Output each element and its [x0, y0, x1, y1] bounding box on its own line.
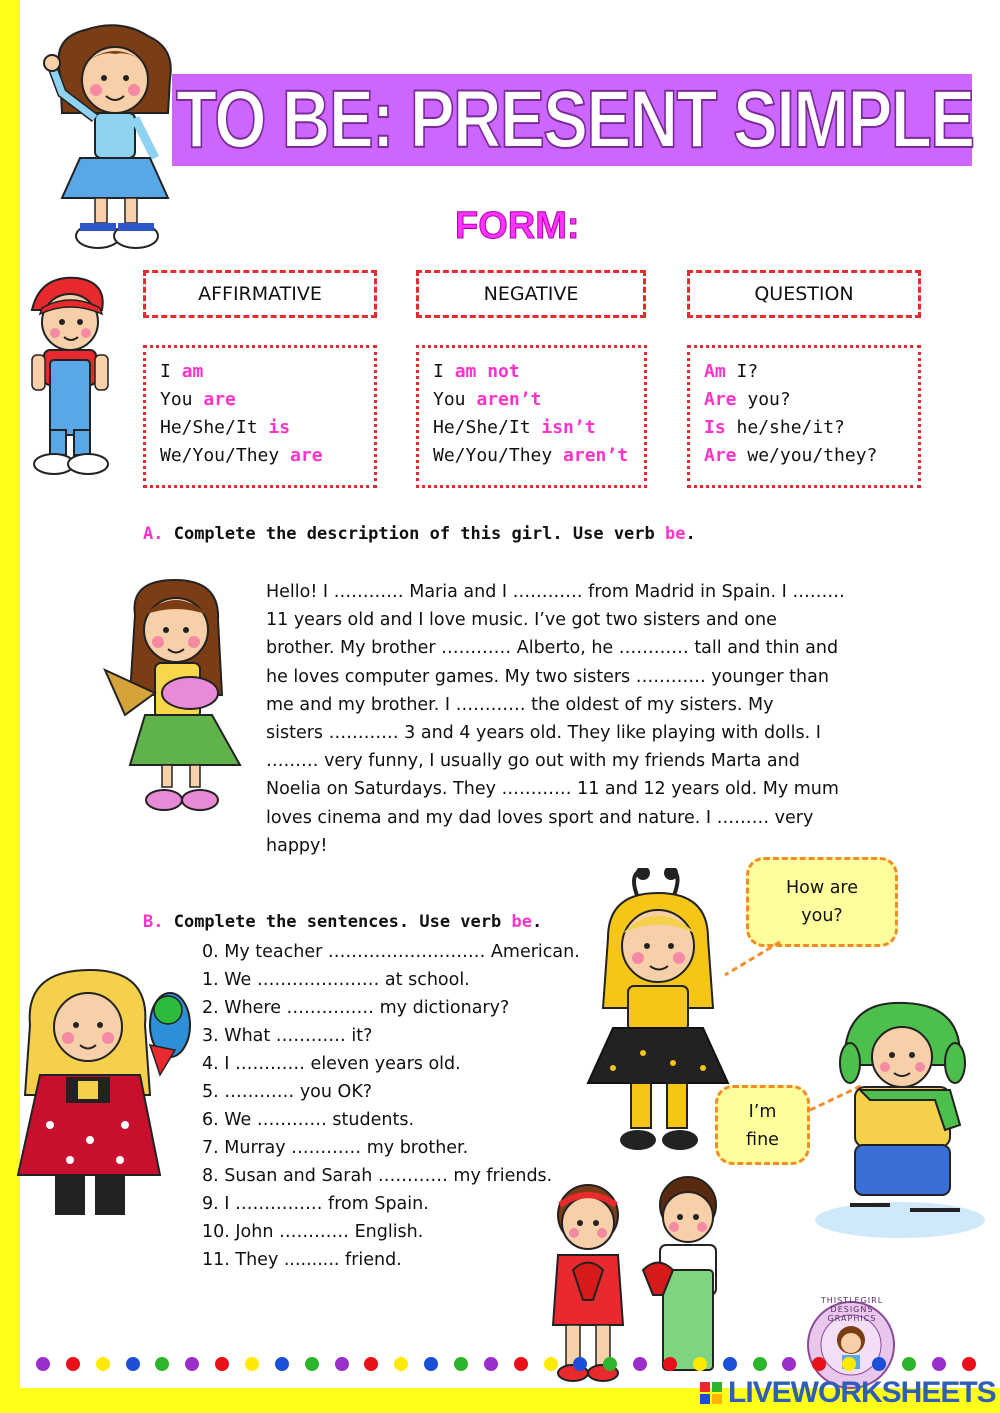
color-dot	[126, 1357, 140, 1371]
bubble-line: you?	[801, 906, 843, 926]
paragraph-line: 11 years old and I love music. I’ve got two sisters and one	[266, 610, 777, 631]
paragraph-line: loves cinema and my dad loves sport and nature. I ……… very	[266, 807, 814, 828]
conj-row: We/You/They aren’t	[433, 445, 629, 466]
section-b-instruction: B. Complete the sentences. Use verb be.	[143, 912, 543, 932]
description-paragraph	[266, 578, 866, 860]
list-item: 0. My teacher ……………………… American.	[202, 942, 580, 962]
color-dot	[663, 1357, 677, 1371]
bubble-line: I’m	[748, 1102, 777, 1122]
color-dot	[364, 1357, 378, 1371]
color-dot	[36, 1357, 50, 1371]
color-dot	[842, 1357, 856, 1371]
conj-row: Are we/you/they?	[704, 445, 878, 466]
question-box	[687, 345, 921, 488]
negative-heading-box	[416, 270, 646, 318]
liveworksheets-logo[interactable]: LIVEWORKSHEETS	[728, 1376, 996, 1409]
conj-row: Is he/she/it?	[704, 417, 845, 438]
winter-skater-boy-icon	[810, 995, 990, 1240]
color-dot	[544, 1357, 558, 1371]
bubble-tail-icon	[720, 940, 790, 980]
liveworksheets-logo-icon	[700, 1382, 722, 1404]
color-dot	[932, 1357, 946, 1371]
affirmative-heading-box	[143, 270, 377, 318]
list-item: 4. I ………… eleven years old.	[202, 1054, 461, 1074]
color-dot	[782, 1357, 796, 1371]
page-title: TO BE: PRESENT SIMPLE	[176, 74, 974, 165]
color-dot	[573, 1357, 587, 1371]
color-dot	[454, 1357, 468, 1371]
girl-parrot-icon	[10, 965, 200, 1235]
waving-girl-icon	[40, 18, 190, 253]
dot-divider	[36, 1356, 976, 1372]
bubble-line: How are	[785, 878, 859, 898]
color-dot	[96, 1357, 110, 1371]
list-item: 8. Susan and Sarah ………… my friends.	[202, 1166, 553, 1186]
color-dot	[185, 1357, 199, 1371]
color-dot	[812, 1357, 826, 1371]
bubble-line: fine	[746, 1130, 779, 1150]
color-dot	[245, 1357, 259, 1371]
color-dot	[753, 1357, 767, 1371]
paragraph-line: he loves computer games. My two sisters ………… younger than	[266, 666, 829, 687]
question-heading: QUESTION	[754, 283, 854, 305]
affirmative-box	[143, 345, 377, 488]
list-item: 10. John ………… English.	[202, 1222, 424, 1242]
paragraph-line: Hello! I ………… Maria and I ………… from Madrid in Spain. I ………	[266, 582, 845, 602]
speech-bubble-answer	[715, 1085, 810, 1165]
conj-row: I am not	[433, 361, 520, 382]
sentences-list	[202, 938, 580, 1274]
conj-row: You aren’t	[433, 389, 542, 410]
color-dot	[155, 1357, 169, 1371]
color-dot	[484, 1357, 498, 1371]
paragraph-line: happy!	[266, 835, 328, 856]
color-dot	[424, 1357, 438, 1371]
list-item: 1. We ………………… at school.	[202, 970, 470, 990]
affirmative-heading: AFFIRMATIVE	[198, 283, 322, 305]
color-dot	[633, 1357, 647, 1371]
color-dot	[305, 1357, 319, 1371]
negative-box	[416, 345, 647, 488]
conj-row: He/She/It is	[160, 417, 291, 438]
color-dot	[723, 1357, 737, 1371]
conj-row: Are you?	[704, 389, 791, 410]
section-a-instruction: A. Complete the description of this girl. Use verb be.	[143, 524, 696, 544]
color-dot	[275, 1357, 289, 1371]
paragraph-line: me and my brother. I ………… the oldest of my sisters. My	[266, 694, 774, 715]
conj-row: I am	[160, 361, 204, 382]
paragraph-line: Noelia on Saturdays. They ………… 11 and 12 years old. My mum	[266, 779, 839, 800]
color-dot	[394, 1357, 408, 1371]
paragraph-line: sisters ………… 3 and 4 years old. They like playing with dolls. I	[266, 723, 821, 744]
color-dot	[335, 1357, 349, 1371]
paragraph-line: brother. My brother ………… Alberto, he ………… tall and thin and	[266, 638, 839, 659]
conj-row: We/You/They are	[160, 445, 323, 466]
badge-text: THISTLEGIRL DESIGNS GRAPHICS	[820, 1296, 884, 1323]
color-dot	[962, 1357, 976, 1371]
girl-trumpet-icon	[100, 575, 250, 825]
color-dot	[66, 1357, 80, 1371]
negative-heading: NEGATIVE	[483, 283, 579, 305]
conj-row: He/She/It isn’t	[433, 417, 596, 438]
conj-row: You are	[160, 389, 236, 410]
list-item: 9. I …………… from Spain.	[202, 1194, 429, 1214]
list-item: 11. They .......... friend.	[202, 1250, 402, 1270]
form-heading: FORM:	[455, 205, 580, 247]
color-dot	[872, 1357, 886, 1371]
question-heading-box	[687, 270, 921, 318]
kids-strawberries-icon	[538, 1175, 738, 1385]
list-item: 7. Murray ………… my brother.	[202, 1138, 469, 1158]
list-item: 5. ………… you OK?	[202, 1082, 373, 1102]
color-dot	[902, 1357, 916, 1371]
speech-bubble-question	[746, 857, 898, 947]
paragraph-line: ……… very funny, I usually go out with my friends Marta and	[266, 751, 800, 772]
list-item: 2. Where …………… my dictionary?	[202, 998, 510, 1018]
color-dot	[514, 1357, 528, 1371]
list-item: 6. We ………… students.	[202, 1110, 415, 1130]
conj-row: Am I?	[704, 361, 759, 382]
color-dot	[693, 1357, 707, 1371]
list-item: 3. What ………… it?	[202, 1026, 373, 1046]
bee-costume-girl-icon	[583, 868, 733, 1153]
boy-red-cap-icon	[22, 270, 117, 478]
color-dot	[215, 1357, 229, 1371]
color-dot	[603, 1357, 617, 1371]
